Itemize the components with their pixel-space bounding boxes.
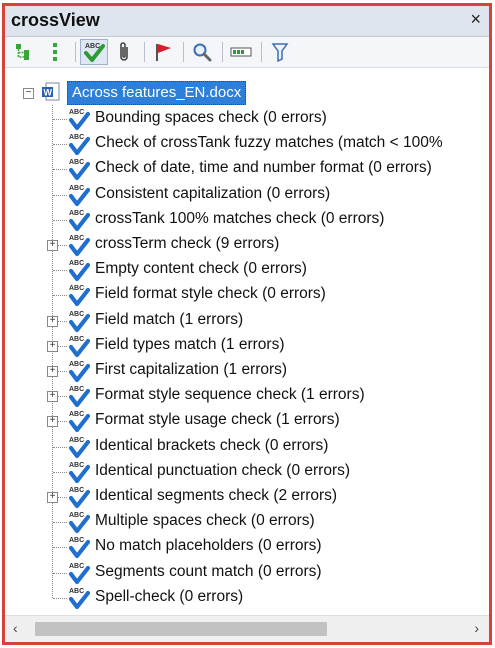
- tree-item-label: Identical punctuation check (0 errors): [95, 461, 351, 479]
- abc-checkmark-icon: [68, 460, 90, 484]
- tree-branch-line: [53, 144, 67, 145]
- scroll-right-icon[interactable]: ›: [474, 620, 479, 636]
- toolbar-separator: [222, 42, 223, 62]
- collapse-icon[interactable]: −: [23, 88, 34, 99]
- panel-title: crossView: [11, 10, 100, 30]
- svg-text:ABC: ABC: [69, 109, 85, 116]
- tree-branch-line: [53, 270, 67, 271]
- close-icon[interactable]: ×: [470, 9, 481, 29]
- filter-button[interactable]: [266, 39, 294, 65]
- toolbar: [5, 37, 489, 68]
- horizontal-scrollbar[interactable]: [5, 615, 489, 642]
- abc-checkmark-icon: [68, 132, 90, 156]
- tree-item[interactable]: [5, 258, 489, 283]
- svg-text:ABC: ABC: [69, 436, 85, 444]
- svg-text:ABC: ABC: [69, 537, 85, 545]
- svg-text:W: W: [43, 87, 52, 98]
- svg-text:ABC: ABC: [69, 134, 85, 142]
- tree-item[interactable]: [5, 359, 489, 384]
- svg-text:ABC: ABC: [69, 285, 85, 293]
- toolbar-separator: [75, 42, 76, 62]
- abc-checkmark-icon: [68, 334, 90, 358]
- flag-button[interactable]: [149, 39, 177, 65]
- scroll-left-icon[interactable]: ‹: [13, 620, 18, 636]
- svg-text:ABC: ABC: [69, 184, 85, 192]
- abc-checkmark-icon: [68, 233, 90, 257]
- tree-branch-line: [53, 598, 67, 599]
- tree-item-label: Segments count match (0 errors): [95, 562, 322, 580]
- abc-checkmark-icon: [68, 359, 90, 383]
- tree-root-row[interactable]: [5, 81, 489, 105]
- tree-branch-line: [53, 169, 67, 170]
- tree-branch-line: [53, 295, 67, 296]
- tree-item-label: Field format style check (0 errors): [95, 285, 326, 303]
- red-flag-icon: [153, 42, 173, 62]
- tree-item[interactable]: [5, 535, 489, 560]
- tree-item-label: No match placeholders (0 errors): [95, 537, 322, 555]
- abc-checkmark-icon: [68, 208, 90, 232]
- abc-check-icon: [83, 41, 105, 63]
- tree-item-label: Format style usage check (1 errors): [95, 411, 340, 429]
- magnifier-icon: [192, 42, 212, 62]
- expand-icon[interactable]: +: [47, 492, 58, 503]
- tree-item[interactable]: [5, 460, 489, 485]
- toolbar-separator: [144, 42, 145, 62]
- tree-item-label: Empty content check (0 errors): [95, 260, 307, 278]
- abc-checkmark-icon: [68, 586, 90, 610]
- abc-checkmark-icon: [68, 283, 90, 307]
- tree-item-label: crossTerm check (9 errors): [95, 235, 280, 252]
- word-document-icon: [41, 82, 61, 102]
- expand-icon[interactable]: +: [47, 391, 58, 402]
- tree-item[interactable]: [5, 233, 489, 258]
- abc-checkmark-icon: [68, 485, 90, 509]
- tree-item-label: Check of date, time and number format (0 errors): [95, 159, 432, 177]
- check-tree: [5, 69, 489, 616]
- tree-item[interactable]: [5, 409, 489, 434]
- svg-text:ABC: ABC: [69, 562, 85, 570]
- svg-text:ABC: ABC: [69, 512, 85, 520]
- abc-checkmark-icon: [68, 535, 90, 559]
- tree-item[interactable]: [5, 586, 489, 611]
- abc-checkmark-icon: [68, 157, 90, 181]
- crossview-panel: [2, 3, 492, 645]
- tree-item-label: Format style sequence check (1 errors): [95, 386, 365, 404]
- abc-checkmark-icon: [68, 384, 90, 408]
- tree-item-label: crossTank 100% matches check (0 errors): [95, 209, 385, 227]
- tree-item[interactable]: [5, 107, 489, 132]
- abc-checkmark-icon: [68, 183, 90, 207]
- expand-icon[interactable]: +: [47, 366, 58, 377]
- tree-item[interactable]: [5, 510, 489, 535]
- collapse-all-button[interactable]: [41, 39, 69, 65]
- abc-checkmark-icon: [68, 561, 90, 585]
- tree-item-label: Check of crossTank fuzzy matches (match < 100%: [95, 134, 443, 152]
- svg-text:ABC: ABC: [69, 386, 85, 394]
- tree-branch-line: [53, 220, 67, 221]
- tree-item-label: Field types match (1 errors): [95, 335, 285, 353]
- attachment-button[interactable]: [110, 39, 138, 65]
- paperclip-icon: [117, 41, 131, 63]
- toolbar-separator: [183, 42, 184, 62]
- svg-text:ABC: ABC: [69, 487, 85, 494]
- tree-item[interactable]: [5, 384, 489, 409]
- tree-item-label: Consistent capitalization (0 errors): [95, 184, 331, 202]
- tree-item-label: Bounding spaces check (0 errors): [95, 109, 327, 126]
- tree-item[interactable]: [5, 334, 489, 359]
- tree-branch-line: [53, 195, 67, 196]
- abc-checkmark-icon: [68, 309, 90, 333]
- tree-root-label[interactable]: Across features_EN.docx: [67, 81, 246, 105]
- abc-checkmark-icon: [68, 107, 90, 131]
- search-button[interactable]: [188, 39, 216, 65]
- toolbar-separator: [261, 42, 262, 62]
- abc-checkmark-icon: [68, 409, 90, 433]
- tree-item-label: Identical brackets check (0 errors): [95, 436, 329, 454]
- abc-checkmark-icon: [68, 258, 90, 282]
- tree-item-label: Spell-check (0 errors): [95, 587, 244, 605]
- tree-item[interactable]: [5, 435, 489, 460]
- quality-check-button[interactable]: [80, 39, 108, 65]
- abc-checkmark-icon: [68, 435, 90, 459]
- tree-item[interactable]: [5, 157, 489, 182]
- tree-item[interactable]: [5, 561, 489, 586]
- tree-branch-line: [53, 447, 67, 448]
- svg-text:ABC: ABC: [69, 310, 85, 318]
- svg-text:ABC: ABC: [69, 587, 85, 595]
- tree-item[interactable]: [5, 183, 489, 208]
- tree-item-label: Identical segments check (2 errors): [95, 487, 338, 504]
- tree-branch-line: [53, 573, 67, 574]
- tree-branch-line: [53, 472, 67, 473]
- filter-icon: [271, 42, 289, 62]
- expand-all-button[interactable]: [11, 39, 39, 65]
- expand-icon[interactable]: +: [47, 341, 58, 352]
- expand-icon[interactable]: +: [47, 416, 58, 427]
- expand-icon[interactable]: +: [47, 316, 58, 327]
- tree-item-label: Field match (1 errors): [95, 310, 244, 328]
- tree-item[interactable]: [5, 309, 489, 334]
- tree-item[interactable]: [5, 283, 489, 308]
- tree-expand-icon: [15, 43, 35, 61]
- svg-text:ABC: ABC: [69, 335, 85, 343]
- svg-text:ABC: ABC: [69, 361, 85, 368]
- svg-text:ABC: ABC: [69, 260, 85, 268]
- tree-item[interactable]: [5, 132, 489, 157]
- svg-text:ABC: ABC: [85, 43, 101, 50]
- tree-item-label: Multiple spaces check (0 errors): [95, 512, 315, 530]
- tree-item-label: First capitalization (1 errors): [95, 361, 288, 378]
- svg-text:ABC: ABC: [69, 235, 85, 242]
- svg-text:ABC: ABC: [69, 411, 85, 419]
- progress-button[interactable]: [227, 39, 255, 65]
- tree-branch-line: [53, 547, 67, 548]
- svg-text:ABC: ABC: [69, 461, 85, 469]
- scrollbar-thumb[interactable]: [35, 622, 327, 636]
- tree-collapse-icon: [49, 42, 61, 62]
- expand-icon[interactable]: +: [47, 240, 58, 251]
- svg-text:ABC: ABC: [69, 159, 85, 167]
- tree-item[interactable]: [5, 485, 489, 510]
- panel-titlebar: [5, 6, 489, 37]
- tree-item[interactable]: [5, 208, 489, 233]
- progress-bar-icon: [230, 45, 252, 59]
- tree-branch-line: [53, 522, 67, 523]
- tree-branch-line: [53, 119, 67, 120]
- abc-checkmark-icon: [68, 510, 90, 534]
- svg-text:ABC: ABC: [69, 209, 85, 217]
